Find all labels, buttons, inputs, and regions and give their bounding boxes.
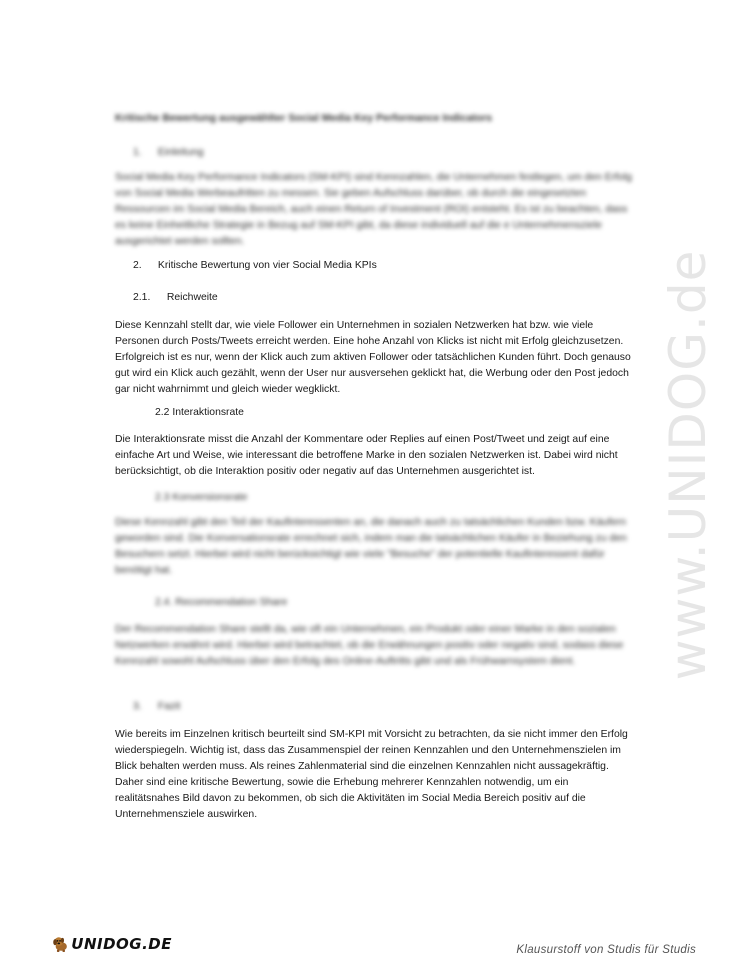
section-2-1-number: 2.1. xyxy=(133,292,151,303)
unidog-logo[interactable] xyxy=(52,929,172,959)
section-1-number: 1. xyxy=(133,147,142,158)
section-2-number: 2. xyxy=(133,260,142,271)
section-3-text: Wie bereits im Einzelnen kritisch beurteilt sind SM-KPI mit Vorsicht zu betrachten, da sie nicht immer den Erfolg wiederspiegeln. Wichtig ist, dass das Zusammenspiel der reinen Kennzahlen und den Unternehmenszielen im Blick behalten werden muss. Als reines Zahlenmaterial sind die einzelnen Kennzahlen nicht aussagekräftig. Daher sind eine kritische Bewertung, sowie die Erhebung mehrerer Kennzahlen notwendig, um ein realitätsnahes Bild davon zu bekommen, ob sich die Aktivitäten im Social Media Bereich positiv auf die Unternehmensziele auswirken. xyxy=(115,729,628,820)
section-2-2-text: Die Interaktionsrate misst die Anzahl der Kommentare oder Replies auf einen Post/Tweet und zeigt auf eine einfache Art und Weise, wie interessant die betroffene Marke in den sozialen Netzwerken ist. Dabei wird nicht berücksichtigt, ob die Interaktion positiv oder negativ auf das Unternehmen ausgerichtet ist. xyxy=(115,434,618,477)
section-2-3-text: Diese Kennzahl gibt den Teil der Kaufinteressenten an, die danach auch zu tatsächlichen Kunden bzw. Käufern geworden sind. Die Konversationsrate errechnet sich, indem man die tatsächlichen Käufer in Beziehung zu den Besuchern setzt. Hierbei wird nicht berücksichtigt wie viele "Besuche" der potentielle Kaufinteressent dafür benötigt hat. xyxy=(115,517,627,576)
section-1-heading xyxy=(133,145,204,161)
document-title: Kritische Bewertung ausgewählter Social Media Key Performance Indicators xyxy=(115,113,493,124)
section-3-title: Fazit xyxy=(157,701,181,712)
section-2-4-text: Der Recommendation Share stellt da, wie oft ein Unternehmen, ein Produkt oder einer Marke in den sozialen Netzwerken erwähnt wird. Hierbei wird betrachtet, ob die Erwähnungen positiv oder negativ sind, sodass diese Kennzahl sowohl Aufschluss über den Erfolg des Online-Auftritts gibt und als Frühwarnsystem dient. xyxy=(115,624,624,667)
section-1-text: Social Media Key Performance Indicators (SM-KPI) sind Kennzahlen, die Unternehmen festlegen, um den Erfolg von Social Media Werbeaufritten zu messen. Sie geben Aufschluss darüber, ob durch die eingesetzten Ressourcen im Social Media Bereich, auch einen Return of Investment (ROI) entsteht. Es ist zu beachten, dass es keine Einheitliche Strategie in Bezug auf SM-KPI gibt, da diese individuell auf die e Unternehmensziele ausgerichtet werden sollten. xyxy=(115,172,632,247)
dog-mascot-icon xyxy=(52,930,69,958)
section-2-heading xyxy=(133,258,377,274)
section-2-1-heading xyxy=(133,290,218,306)
section-3-heading xyxy=(133,699,180,715)
watermark: www.UNIDOG.de xyxy=(659,249,717,681)
logo-text: UNIDOG.DE xyxy=(71,935,172,953)
section-2-1-text: Diese Kennzahl stellt dar, wie viele Follower ein Unternehmen in sozialen Netzwerken hat bzw. wie viele Personen durch Posts/Tweets erreicht werden. Eine hohe Anzahl von Klicks ist nicht mit Erfolg gleichzusetzen. Erfolgreich ist es nur, wenn der Klick auch zum aktiven Follower oder tatsächlichen Kunden führt. Doch genauso gut wird ein Klick auch gezählt, wenn der User nur ausversehen geklickt hat, die Werbung oder den Post jedoch gar nicht wahrnimmt und gleich wieder wegklickt. xyxy=(115,320,631,395)
section-2-3-heading: 2.3 Konversionsrate xyxy=(155,492,248,503)
section-3-number: 3. xyxy=(133,701,142,712)
footer-slogan: Klausurstoff von Studis für Studis xyxy=(516,944,696,956)
section-2-2-heading: 2.2 Interaktionsrate xyxy=(155,407,244,418)
section-2-1-title: Reichweite xyxy=(166,292,218,303)
section-1-title: Einleitung xyxy=(157,147,204,158)
section-2-4-heading: 2.4. Recommendation Share xyxy=(155,597,288,608)
section-2-title: Kritische Bewertung von vier Social Media KPIs xyxy=(157,260,377,271)
